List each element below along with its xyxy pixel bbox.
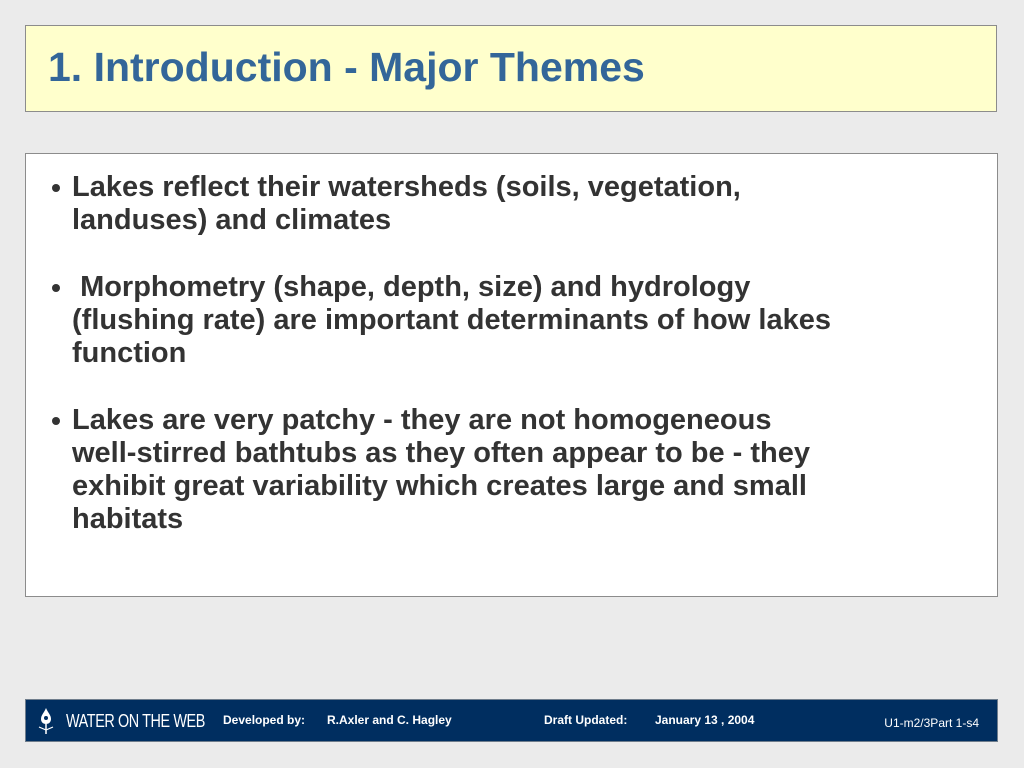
bullet-item <box>48 171 968 237</box>
slide-title: 1. Introduction - Major Themes <box>48 44 645 90</box>
draft-updated-value: January 13 , 2004 <box>655 713 755 727</box>
bullet-text: Morphometry (shape, depth, size) and hydrology (flushing rate) are important determinants of how lakes function <box>72 271 831 369</box>
bullet-text: Lakes reflect their watersheds (soils, vegetation, landuses) and climates <box>72 171 741 236</box>
bullet-text: Lakes are very patchy - they are not homogeneous well-stirred bathtubs as they often appear to be - they exhibit great variability which creates large and small habitats <box>72 404 811 535</box>
title-box <box>25 25 997 112</box>
bullet-list <box>48 171 968 570</box>
bullet-item <box>48 271 968 370</box>
bullet-dot-icon <box>52 284 60 292</box>
developed-by-value: R.Axler and C. Hagley <box>327 713 452 727</box>
content-box <box>25 153 998 597</box>
bullet-item <box>48 404 968 536</box>
bullet-dot-icon <box>52 417 60 425</box>
slide-id: U1-m2/3Part 1-s4 <box>884 716 979 730</box>
water-drop-figure-icon <box>36 707 56 735</box>
developed-by-label: Developed by: <box>223 713 306 727</box>
footer-bar <box>25 699 998 742</box>
logo-text: WATER ON THE WEB <box>66 711 205 731</box>
draft-updated-label: Draft Updated: <box>544 713 628 727</box>
bullet-dot-icon <box>52 184 60 192</box>
